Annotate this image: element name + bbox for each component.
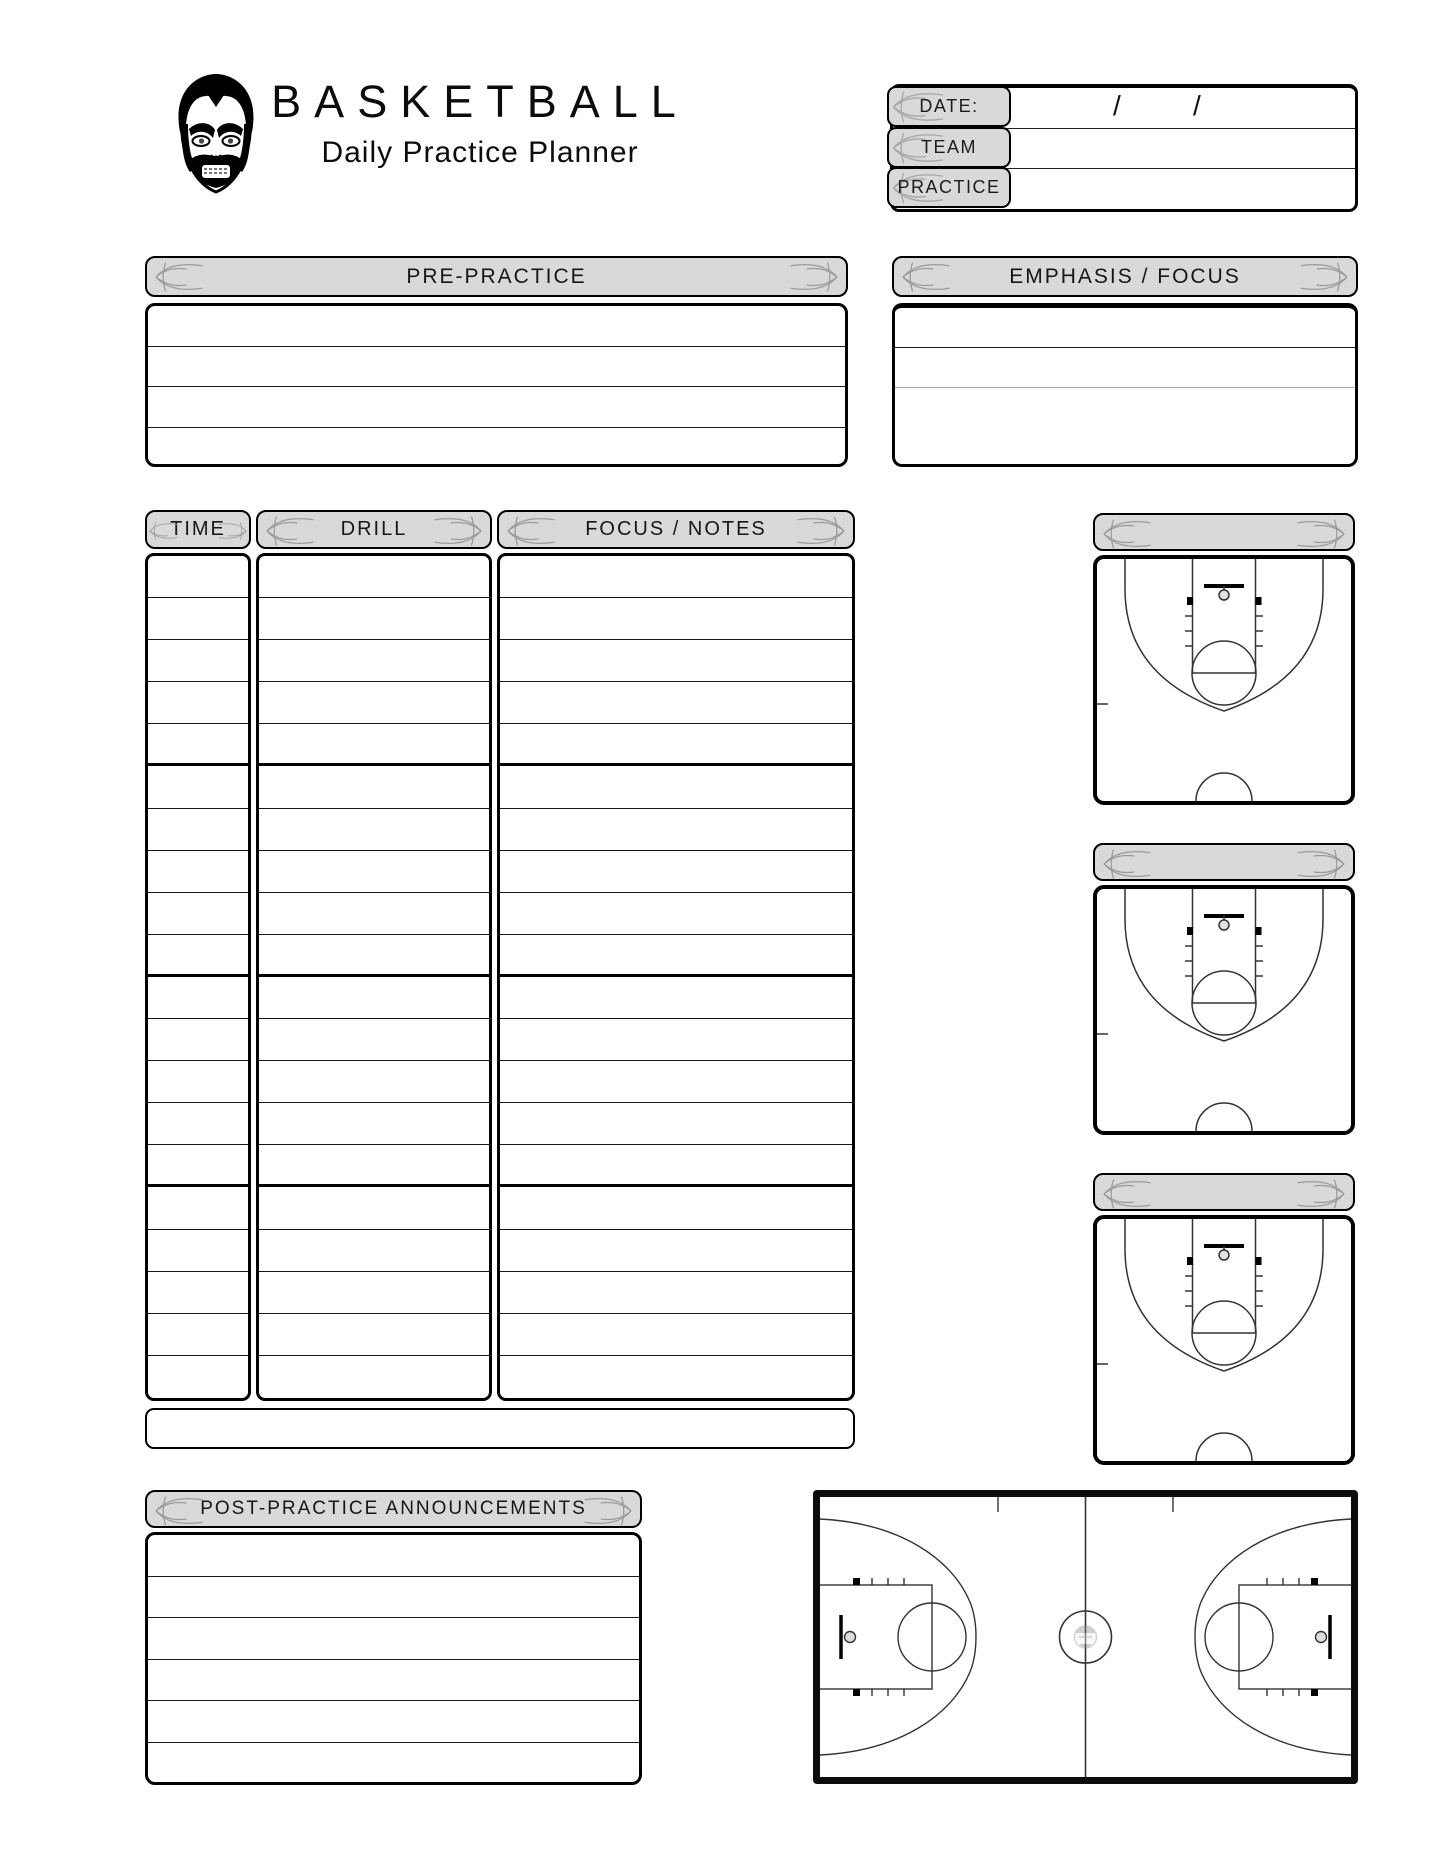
focus-notes-cell[interactable] <box>500 935 852 977</box>
half-court-diagram[interactable] <box>1093 885 1355 1135</box>
drill-cell[interactable] <box>259 640 489 682</box>
basketball-seam-icon <box>782 261 844 293</box>
drill-cell[interactable] <box>259 893 489 935</box>
drill-cell[interactable] <box>259 851 489 893</box>
time-cell[interactable] <box>148 1019 248 1061</box>
drill-cell[interactable] <box>259 809 489 851</box>
focus-notes-cell[interactable] <box>500 1272 852 1314</box>
drill-cell[interactable] <box>259 1187 489 1229</box>
center-logo-watermark <box>1075 1626 1097 1648</box>
time-cell[interactable] <box>148 1061 248 1103</box>
basketball-seam-icon <box>1097 1178 1159 1210</box>
drill-cell[interactable] <box>259 598 489 640</box>
basketball-seam-icon <box>1289 848 1351 880</box>
post-practice-write-line[interactable] <box>148 1660 639 1702</box>
post-practice-write-line[interactable] <box>148 1577 639 1619</box>
basketball-seam-icon <box>217 515 247 547</box>
pre-practice-write-line[interactable] <box>148 387 845 428</box>
team-row <box>893 129 1355 170</box>
focus-notes-cell[interactable] <box>500 1019 852 1061</box>
drill-column-cells[interactable] <box>256 553 492 1401</box>
emphasis-focus-title: EMPHASIS / FOCUS <box>1009 264 1241 288</box>
emphasis-write-line[interactable] <box>895 348 1355 388</box>
focus-notes-cell[interactable] <box>500 724 852 766</box>
court-panel-header <box>1093 843 1355 881</box>
basketball-seam-icon <box>1097 518 1159 550</box>
pre-practice-notes-area[interactable] <box>145 303 848 467</box>
date-row <box>893 88 1355 129</box>
emphasis-focus-header <box>892 256 1358 297</box>
basketball-seam-icon <box>1289 1178 1351 1210</box>
page-title: BASKETBALL <box>271 76 689 127</box>
time-cell[interactable] <box>148 1103 248 1145</box>
pre-practice-header <box>145 256 848 297</box>
focus-notes-cell[interactable] <box>500 598 852 640</box>
page-subtitle: Daily Practice Planner <box>321 136 639 169</box>
focus-notes-cell[interactable] <box>500 809 852 851</box>
half-court-icon <box>1097 1219 1351 1461</box>
date-label: DATE: <box>887 86 1011 127</box>
column-header-focus-notes <box>497 510 855 549</box>
team-label: TEAM <box>887 127 1011 168</box>
pre-practice-write-line[interactable] <box>148 347 845 388</box>
team-field[interactable] <box>1013 129 1355 169</box>
drill-cell[interactable] <box>259 1230 489 1272</box>
focus-notes-cell[interactable] <box>500 1356 852 1398</box>
time-column-label: TIME <box>170 518 226 540</box>
post-practice-write-line[interactable] <box>148 1618 639 1660</box>
focus-notes-cell[interactable] <box>500 1061 852 1103</box>
drill-cell[interactable] <box>259 1061 489 1103</box>
time-cell[interactable] <box>148 935 248 977</box>
emphasis-focus-notes-area[interactable] <box>892 303 1358 467</box>
focus-notes-cell[interactable] <box>500 893 852 935</box>
drill-cell[interactable] <box>259 724 489 766</box>
pre-practice-title: PRE-PRACTICE <box>406 264 587 288</box>
time-cell[interactable] <box>148 556 248 598</box>
basketball-seam-icon <box>1292 261 1354 293</box>
time-cell[interactable] <box>148 640 248 682</box>
drill-cell[interactable] <box>259 682 489 724</box>
time-cell[interactable] <box>148 766 248 808</box>
time-cell[interactable] <box>148 724 248 766</box>
half-court-diagram[interactable] <box>1093 555 1355 805</box>
drill-column-label: DRILL <box>340 518 408 540</box>
pre-practice-write-line[interactable] <box>148 428 845 465</box>
post-practice-write-line[interactable] <box>148 1743 639 1783</box>
info-block <box>890 84 1358 212</box>
focus-notes-cell[interactable] <box>500 1187 852 1229</box>
practice-row <box>893 169 1355 210</box>
basketball-seam-icon <box>149 261 211 293</box>
basketball-seam-icon <box>789 515 851 547</box>
post-practice-write-line[interactable] <box>148 1701 639 1743</box>
focus-notes-cell[interactable] <box>500 1103 852 1145</box>
post-practice-notes-area[interactable] <box>145 1532 642 1785</box>
basketball-seam-icon <box>576 1495 638 1527</box>
court-panel-header <box>1093 513 1355 551</box>
time-cell[interactable] <box>148 1314 248 1356</box>
drill-cell[interactable] <box>259 977 489 1019</box>
basketball-seam-icon <box>896 261 958 293</box>
drill-cell[interactable] <box>259 556 489 598</box>
post-practice-write-line[interactable] <box>148 1535 639 1577</box>
basketball-seam-icon <box>1097 848 1159 880</box>
emphasis-write-line[interactable] <box>895 308 1355 348</box>
focus-notes-cell[interactable] <box>500 1145 852 1187</box>
time-cell[interactable] <box>148 851 248 893</box>
focus-notes-column-label: FOCUS / NOTES <box>585 518 767 540</box>
drill-cell[interactable] <box>259 1314 489 1356</box>
page-title-block <box>250 76 710 170</box>
practice-field[interactable] <box>1013 169 1355 210</box>
basketball-seam-icon <box>260 515 322 547</box>
half-court-icon <box>1097 559 1351 801</box>
time-cell[interactable] <box>148 977 248 1019</box>
pre-practice-write-line[interactable] <box>148 306 845 347</box>
date-slash: / <box>1193 90 1201 121</box>
drill-cell[interactable] <box>259 1272 489 1314</box>
drill-cell[interactable] <box>259 766 489 808</box>
drill-cell[interactable] <box>259 1356 489 1398</box>
post-practice-title: POST-PRACTICE ANNOUNCEMENTS <box>200 1498 587 1519</box>
time-cell[interactable] <box>148 682 248 724</box>
practice-label: PRACTICE <box>887 167 1011 208</box>
focus-notes-cell[interactable] <box>500 1314 852 1356</box>
schedule-footer-write-bar[interactable] <box>145 1408 855 1449</box>
basketball-seam-icon <box>426 515 488 547</box>
focus-notes-cell[interactable] <box>500 977 852 1019</box>
drill-cell[interactable] <box>259 1145 489 1187</box>
focus-notes-cell[interactable] <box>500 766 852 808</box>
column-header-time <box>145 510 251 549</box>
time-cell[interactable] <box>148 1145 248 1187</box>
drill-cell[interactable] <box>259 1103 489 1145</box>
post-practice-header <box>145 1490 642 1528</box>
basketball-seam-icon <box>149 1495 211 1527</box>
time-cell[interactable] <box>148 1187 248 1229</box>
focus-notes-cell[interactable] <box>500 1230 852 1272</box>
date-slash: / <box>1113 90 1121 121</box>
basketball-seam-icon <box>149 515 179 547</box>
basketball-seam-icon <box>1289 518 1351 550</box>
drill-cell[interactable] <box>259 935 489 977</box>
time-cell[interactable] <box>148 893 248 935</box>
time-cell[interactable] <box>148 1230 248 1272</box>
half-court-icon <box>1097 889 1351 1131</box>
emphasis-write-line[interactable] <box>895 388 1355 464</box>
column-header-drill <box>256 510 492 549</box>
focus-notes-column-cells[interactable] <box>497 553 855 1401</box>
court-panel-header <box>1093 1173 1355 1211</box>
time-cell[interactable] <box>148 809 248 851</box>
drill-cell[interactable] <box>259 1019 489 1061</box>
date-field[interactable] <box>1013 88 1355 128</box>
focus-notes-cell[interactable] <box>500 556 852 598</box>
focus-notes-cell[interactable] <box>500 640 852 682</box>
time-cell[interactable] <box>148 1356 248 1398</box>
full-court-diagram[interactable] <box>813 1490 1358 1784</box>
time-cell[interactable] <box>148 598 248 640</box>
basketball-seam-icon <box>501 515 563 547</box>
time-column-cells[interactable] <box>145 553 251 1401</box>
half-court-diagram[interactable] <box>1093 1215 1355 1465</box>
full-court-icon <box>820 1497 1351 1777</box>
time-cell[interactable] <box>148 1272 248 1314</box>
focus-notes-cell[interactable] <box>500 851 852 893</box>
focus-notes-cell[interactable] <box>500 682 852 724</box>
